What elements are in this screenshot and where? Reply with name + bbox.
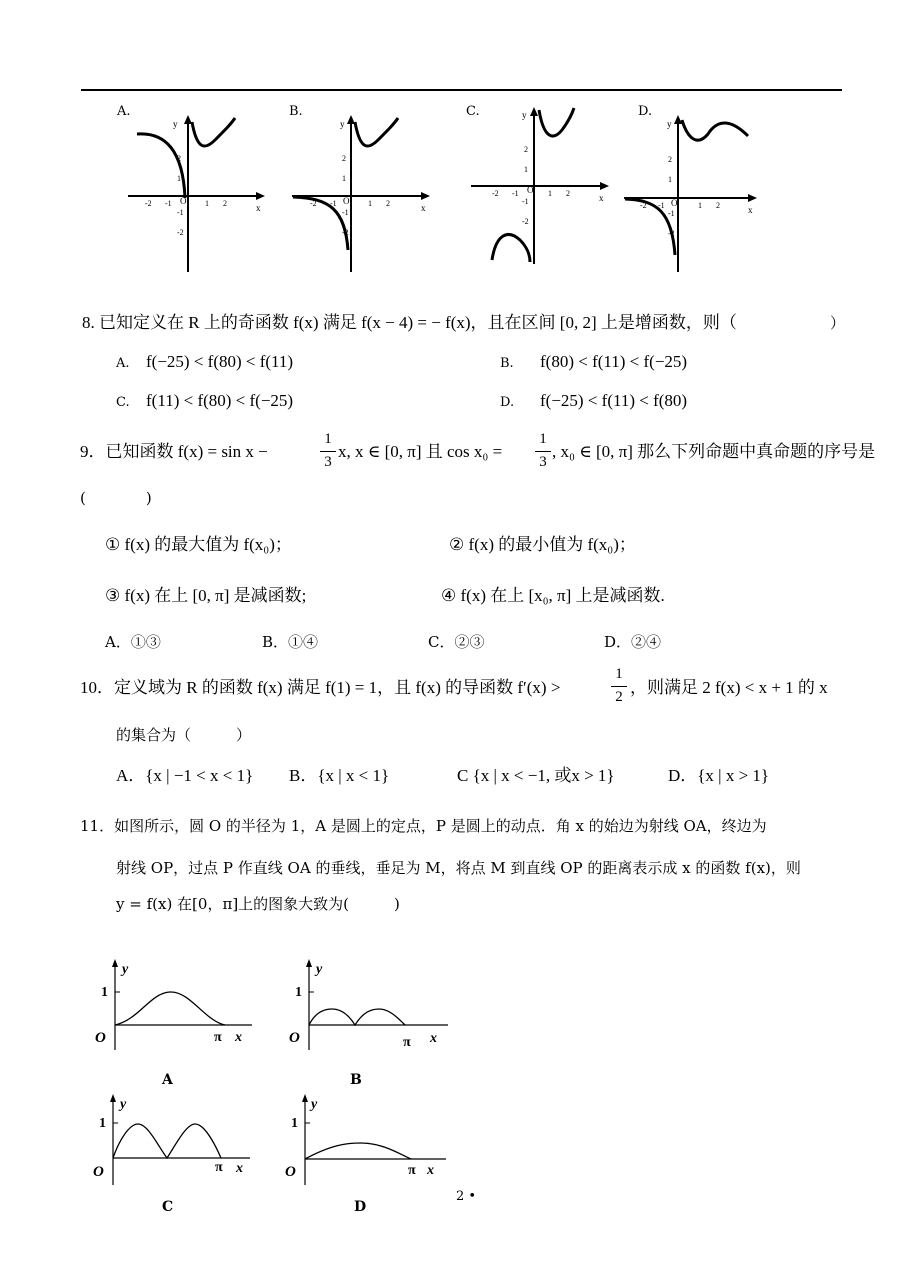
q7-graph-b — [290, 110, 435, 275]
svg-text:π: π — [214, 1030, 222, 1045]
svg-text:-2: -2 — [640, 201, 647, 210]
svg-text:y: y — [522, 110, 527, 120]
tick-x: 1 — [205, 199, 209, 208]
q11-label-c: C — [162, 1199, 174, 1215]
curve-left — [293, 197, 348, 250]
svg-text:1: 1 — [668, 175, 672, 184]
y-arrow-icon — [530, 107, 538, 116]
q9-stem-c: , x₀ ∈ [0, π] 那么下列命题中真命题的序号是 — [552, 442, 876, 461]
curve-right — [192, 118, 235, 146]
q9-option-c: C．②③ — [428, 633, 485, 651]
svg-text:x: x — [599, 193, 604, 203]
svg-text:y: y — [120, 1097, 127, 1112]
q11-line-1: 11．如图所示，圆 O 的半径为 1，A 是圆上的定点，P 是圆上的动点．角 x 的始边为射线 OA，终边为 — [80, 817, 767, 835]
curve-left — [137, 134, 185, 198]
y-arrow-icon — [112, 959, 118, 967]
q7-graph-d — [622, 110, 767, 275]
svg-text:-1: -1 — [342, 208, 349, 217]
svg-text:1: 1 — [524, 165, 528, 174]
q7-label-d: D. — [638, 104, 653, 119]
svg-text:-2: -2 — [342, 228, 349, 237]
q9-option-a: A．①③ — [105, 633, 161, 651]
y-label: y — [173, 119, 178, 129]
svg-text:1: 1 — [368, 199, 372, 208]
x-arrow-icon — [421, 192, 430, 200]
svg-text:O: O — [527, 185, 534, 195]
q7-label-c: C. — [466, 104, 480, 119]
svg-text:y: y — [122, 962, 129, 977]
q11-graph-c — [90, 1090, 260, 1190]
q11-graph-b — [283, 955, 453, 1055]
q7-label-b: B. — [289, 104, 303, 119]
svg-text:x: x — [235, 1030, 242, 1045]
q8-option-a: f(−25) < f(80) < f(11) — [146, 352, 294, 371]
svg-text:-2: -2 — [310, 199, 317, 208]
q9-stem-b: x, x ∈ [0, π] 且 cos x₀ = — [338, 442, 503, 461]
q9-frac2-num: 1 — [539, 431, 547, 447]
q8-stem: 8. 已知定义在 R 上的奇函数 f(x) 满足 f(x − 4) = − f(x)，且在区间 [0, 2] 上是增函数，则（ — [82, 313, 737, 332]
tick-y: -2 — [177, 228, 184, 237]
q10-frac-den: 2 — [615, 689, 623, 705]
q7-graph-a — [125, 110, 270, 275]
q8-option-d: f(−25) < f(11) < f(80) — [540, 391, 688, 410]
curve-right — [539, 108, 574, 136]
x-arrow-icon — [256, 192, 265, 200]
x-arrow-icon — [748, 194, 757, 202]
q11-line-2: 射线 OP，过点 P 作直线 OA 的垂线，垂足为 M，将点 M 到直线 OP 的距离表示成 x 的函数 f(x)，则 — [116, 859, 801, 877]
svg-text:2: 2 — [342, 154, 346, 163]
svg-text:-2: -2 — [522, 217, 529, 226]
svg-text:O: O — [95, 1030, 106, 1046]
svg-text:2: 2 — [716, 201, 720, 210]
q11-label-b: B — [350, 1072, 362, 1088]
q9-frac2-den: 3 — [539, 454, 547, 470]
tick-x: -2 — [145, 199, 152, 208]
svg-text:-1: -1 — [512, 189, 519, 198]
svg-text:1: 1 — [548, 189, 552, 198]
svg-text:1: 1 — [342, 174, 346, 183]
q7-label-a: A. — [117, 104, 131, 119]
q9-frac2-bar — [535, 451, 551, 452]
origin: O — [180, 196, 187, 206]
q8-option-c-label: C. — [116, 395, 130, 410]
svg-text:O: O — [343, 196, 350, 206]
q10-stem-a: 10．定义域为 R 的函数 f(x) 满足 f(1) = 1，且 f(x) 的导函数 f′(x) > — [80, 678, 561, 697]
q9-prop-3: ③ f(x) 在上 [0, π] 是减函数; — [105, 586, 307, 605]
q10-option-a: A．{x | −1 < x < 1} — [116, 766, 254, 785]
svg-text:π: π — [408, 1163, 416, 1178]
q10-option-c: C {x | x < −1, 或x > 1} — [457, 766, 615, 785]
svg-text:-1: -1 — [522, 197, 529, 206]
tick-y: -1 — [177, 208, 184, 217]
svg-text:O: O — [671, 198, 678, 208]
q9-prop-4: ④ f(x) 在上 [x₀, π] 上是减函数. — [441, 586, 665, 605]
q11-label-a: A — [162, 1072, 173, 1088]
q10-frac-bar — [611, 686, 627, 687]
x-arrow-icon — [600, 182, 609, 190]
q7-graph-c — [468, 104, 613, 269]
curve-right — [682, 120, 748, 140]
q9-prop-2: ② f(x) 的最小值为 f(x₀)； — [449, 535, 636, 554]
svg-text:2: 2 — [386, 199, 390, 208]
header-rule — [81, 89, 842, 91]
svg-text:-2: -2 — [668, 229, 675, 238]
q10-stem-c: 的集合为（ ） — [116, 726, 252, 744]
svg-text:1: 1 — [291, 1116, 298, 1131]
svg-text:1: 1 — [698, 201, 702, 210]
curve-right — [355, 118, 398, 146]
y-arrow-icon — [110, 1094, 116, 1102]
svg-text:O: O — [93, 1164, 104, 1180]
y-arrow-icon — [674, 115, 682, 124]
tick-y: 1 — [177, 174, 181, 183]
svg-text:2: 2 — [566, 189, 570, 198]
q9-stem-a: 9．已知函数 f(x) = sin x − — [80, 442, 268, 461]
q11-line-3: y = f(x) 在[0，π]上的图象大致为( ) — [116, 895, 400, 913]
y-arrow-icon — [302, 1094, 308, 1102]
svg-text:O: O — [285, 1164, 296, 1180]
svg-text:1: 1 — [295, 985, 302, 1000]
svg-text:-1: -1 — [330, 199, 337, 208]
curve-left — [625, 199, 675, 255]
svg-text:x: x — [427, 1163, 434, 1178]
svg-text:1: 1 — [99, 1116, 106, 1131]
q8-option-b-label: B. — [500, 356, 514, 371]
q9-paren: ( ) — [80, 489, 152, 507]
q8-option-b: f(80) < f(11) < f(−25) — [540, 352, 688, 371]
curve — [115, 992, 225, 1025]
svg-text:y: y — [311, 1097, 318, 1112]
curve — [113, 1124, 221, 1158]
tick-y: 2 — [177, 154, 181, 163]
q8-option-d-label: D. — [500, 395, 515, 410]
q10-stem-b: ，则满足 2 f(x) < x + 1 的 x — [630, 678, 828, 697]
svg-text:y: y — [316, 962, 323, 977]
svg-text:y: y — [667, 119, 672, 129]
svg-text:-1: -1 — [668, 209, 675, 218]
svg-text:2: 2 — [524, 145, 528, 154]
svg-text:x: x — [421, 203, 426, 213]
x-label: x — [256, 203, 261, 213]
svg-text:O: O — [289, 1030, 300, 1046]
q10-frac-num: 1 — [615, 666, 623, 682]
q9-frac-den: 3 — [324, 454, 332, 470]
q11-graph-a — [90, 955, 260, 1055]
page-number: 2 • — [456, 1189, 477, 1204]
q9-frac-num: 1 — [324, 431, 332, 447]
svg-text:x: x — [236, 1161, 243, 1176]
q9-prop-1: ① f(x) 的最大值为 f(x₀)； — [105, 535, 292, 554]
svg-text:1: 1 — [101, 985, 108, 1000]
q9-option-d: D．②④ — [604, 633, 662, 651]
svg-text:y: y — [340, 119, 345, 129]
tick-x: -1 — [165, 199, 172, 208]
q8-option-a-label: A. — [116, 356, 130, 371]
q9-option-b: B．①④ — [262, 633, 319, 651]
q8-close-paren: ） — [830, 314, 846, 332]
svg-text:2: 2 — [668, 155, 672, 164]
svg-text:-1: -1 — [658, 201, 665, 210]
q9-frac-bar — [320, 451, 336, 452]
q11-graph-d — [281, 1090, 451, 1190]
curve-left — [492, 235, 530, 262]
y-arrow-icon — [306, 959, 312, 967]
svg-text:π: π — [403, 1035, 411, 1050]
svg-text:x: x — [748, 205, 753, 215]
q10-option-d: D．{x | x > 1} — [668, 766, 770, 785]
svg-text:x: x — [430, 1031, 437, 1046]
q8-option-c: f(11) < f(80) < f(−25) — [146, 391, 294, 410]
tick-x: 2 — [223, 199, 227, 208]
q10-option-b: B．{x | x < 1} — [289, 766, 390, 785]
curve — [309, 1009, 405, 1025]
q11-label-d: D — [354, 1199, 367, 1215]
svg-text:-2: -2 — [492, 189, 499, 198]
svg-text:π: π — [215, 1160, 223, 1175]
curve — [305, 1143, 411, 1159]
